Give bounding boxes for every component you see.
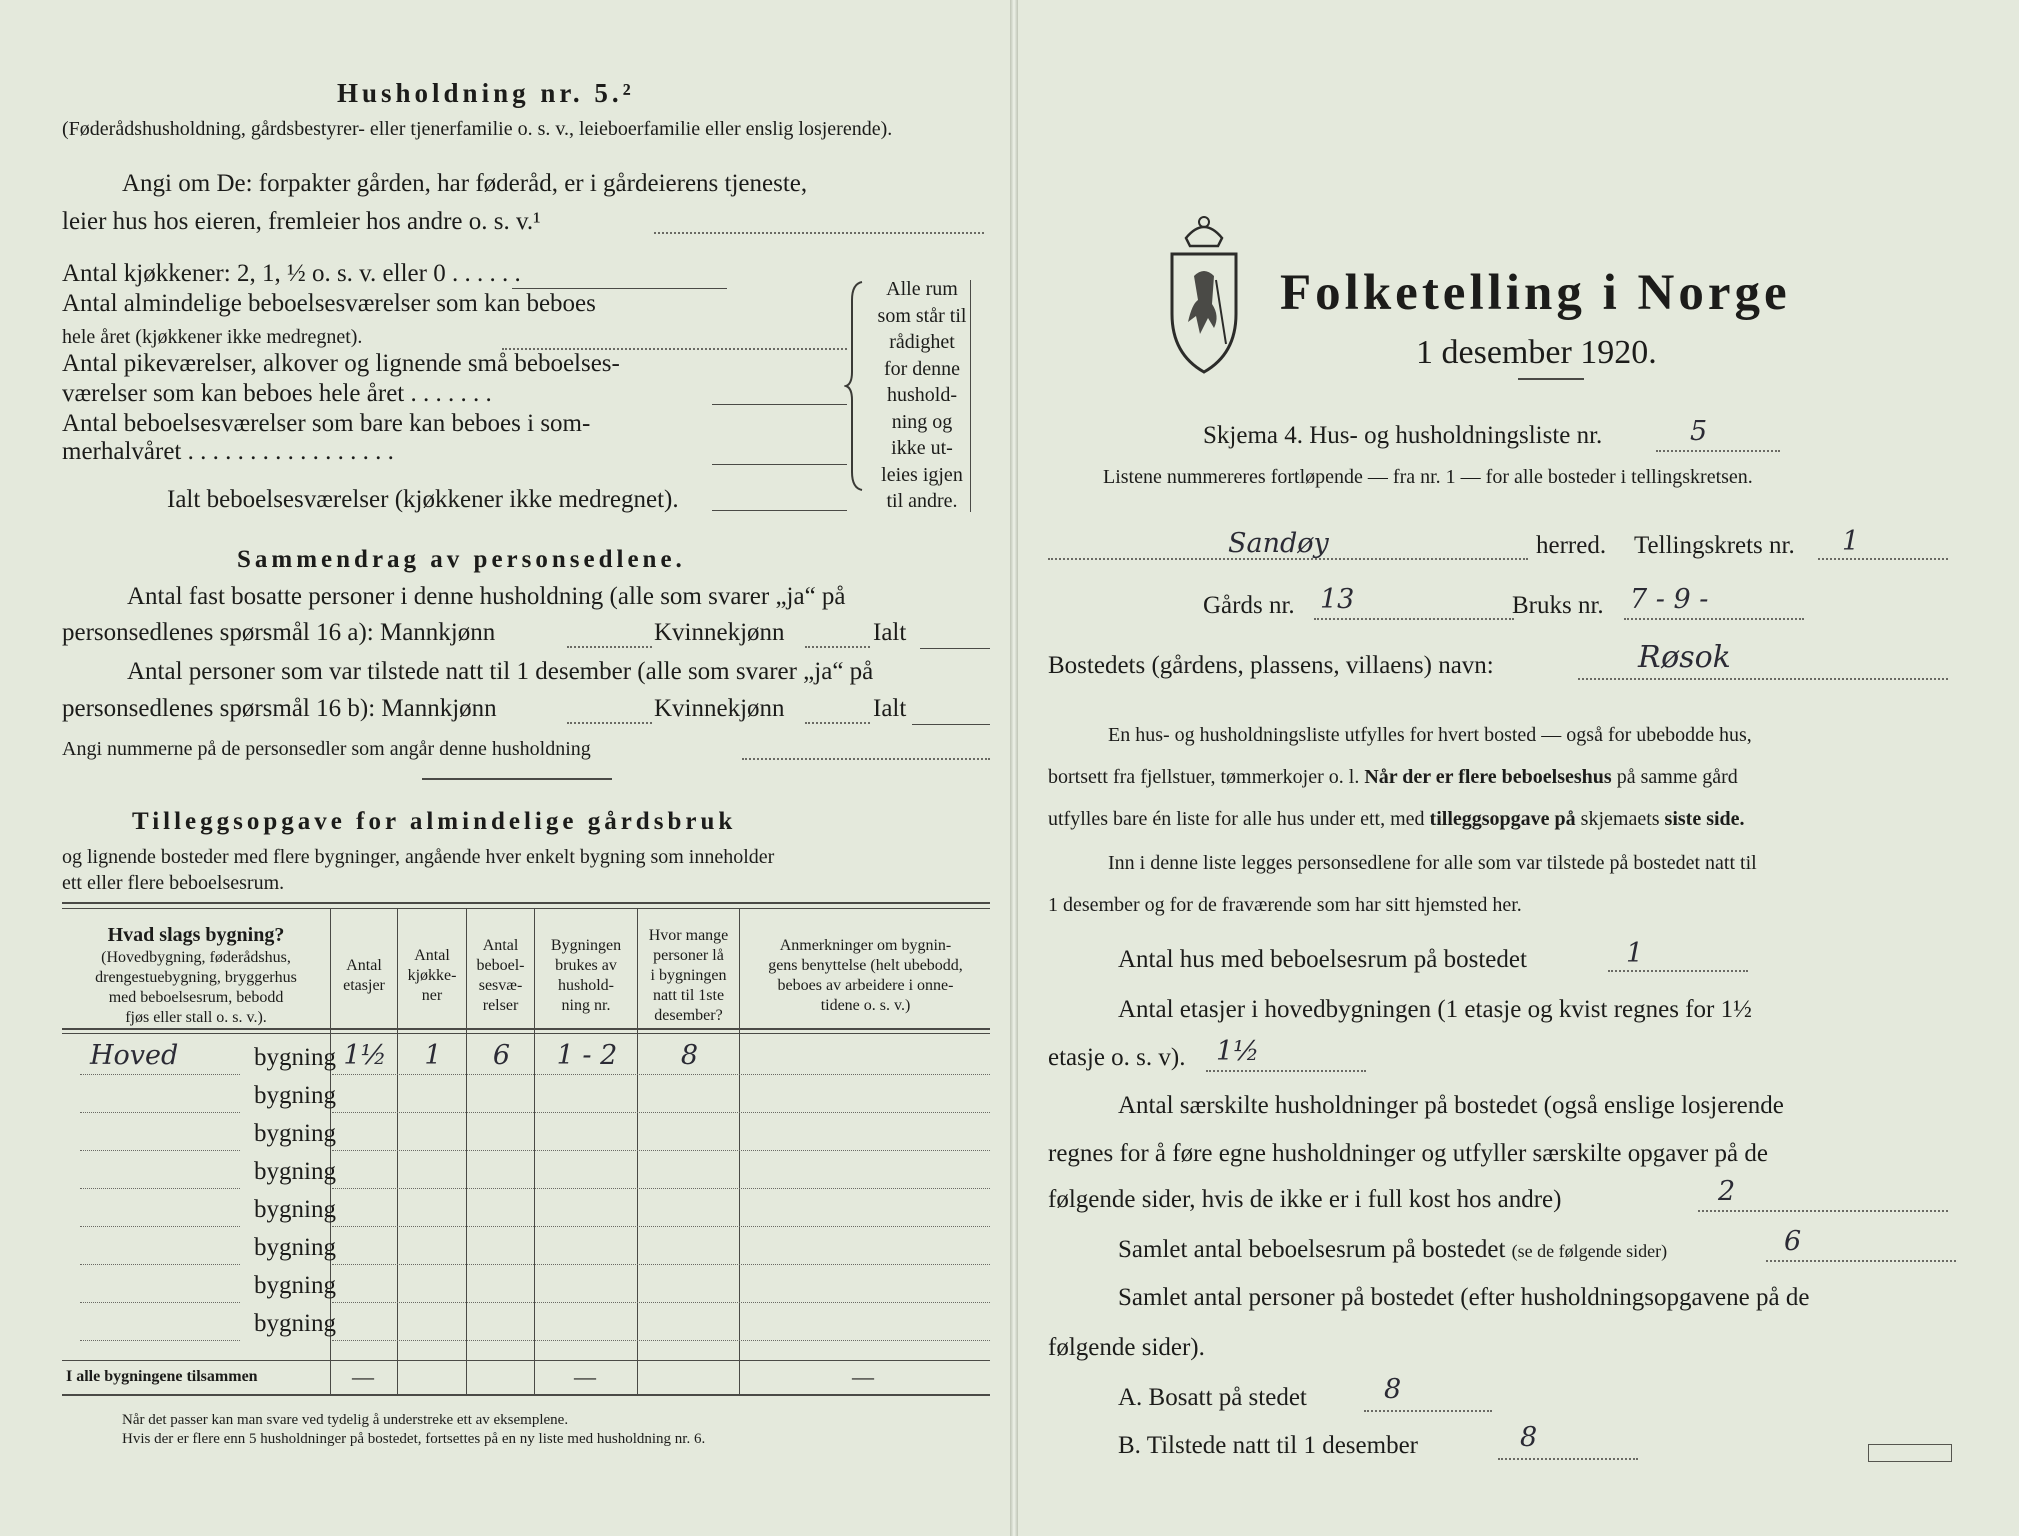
brace-note-line: ikke ut- — [891, 437, 953, 459]
resident-label: A. Bosatt på stedet — [1118, 1384, 1307, 1411]
persons-label-1: Samlet antal personer på bostedet (efter husholdningsopgavene på de — [1118, 1284, 1810, 1311]
row-personer-value: 8 — [680, 1040, 699, 1071]
herred-label: herred. — [1536, 532, 1607, 559]
table-row — [62, 1230, 990, 1268]
header-anm-line: tidene o. s. v.) — [820, 997, 911, 1014]
printer-stamp — [1868, 1444, 1952, 1462]
summary-present-line1: Antal personer som var tilstede natt til 1 desember (alle som svarer „ja“ på — [127, 658, 874, 685]
rooms-kitchens-line — [512, 288, 727, 289]
summary-present-total-line — [912, 724, 990, 725]
floors-value: 1½ — [1216, 1036, 1260, 1067]
header-personer-line: natt til 1ste — [652, 987, 725, 1004]
krets-value: 1 — [1842, 526, 1860, 557]
brace-note-line: Alle rum — [886, 278, 958, 300]
schema-nr-value: 5 — [1690, 416, 1708, 447]
header-kjokkener-line: ner — [421, 987, 443, 1004]
table-top-rule-2 — [62, 908, 990, 909]
header-etasjer-line: etasjer — [343, 977, 385, 994]
row-building-label: bygning — [254, 1082, 336, 1109]
header-hushold-line: hushold- — [558, 977, 614, 994]
rooms-small-label-2: værelser som kan beboes hele året . . . . . . . — [62, 380, 492, 407]
row-name-line — [80, 1340, 240, 1341]
summary-present-label: personsedlenes spørsmål 16 b): Mannkjønn — [62, 695, 497, 722]
instructions-line5: 1 desember og for de fraværende som har sitt hjemsted her. — [1048, 894, 1522, 916]
household-title: Husholdning nr. 5.² — [337, 78, 635, 108]
persons-label-2: følgende sider). — [1048, 1334, 1205, 1361]
instructions-line2 — [1048, 766, 1738, 789]
title-divider — [1518, 378, 1584, 380]
bruks-label: Bruks nr. — [1512, 592, 1604, 619]
summary-resident-total-line — [920, 648, 990, 649]
houses-line — [1608, 970, 1748, 972]
table-header-rule — [62, 1028, 990, 1030]
rooms-total-line — [712, 510, 847, 511]
coat-of-arms-icon — [1164, 204, 1244, 376]
resident-line — [1364, 1410, 1492, 1412]
brace-note-line: som står til — [877, 304, 967, 327]
census-date: 1 desember 1920. — [1416, 334, 1657, 371]
summary-numbers-line — [742, 758, 990, 760]
summary-resident-female-label: Kvinnekjønn — [654, 619, 785, 646]
table-header-rule-2 — [62, 1033, 990, 1034]
row-name-line — [80, 1112, 240, 1113]
instructions-line2-bold: Når der er flere beboelseshus — [1364, 766, 1612, 788]
row-values-line — [332, 1188, 990, 1189]
table-header-anmerkninger — [741, 936, 990, 1016]
section-divider — [422, 778, 612, 780]
table-total-rule — [62, 1360, 990, 1361]
gards-line — [1314, 618, 1514, 620]
header-personer-line: i bygningen — [650, 967, 727, 984]
header-kjokkener-line: Antal — [414, 947, 450, 964]
rooms-total-text: Samlet antal beboelsesrum på bostedet — [1118, 1236, 1506, 1263]
rooms-total-label — [1118, 1236, 1667, 1264]
brace-note-line: rådighet — [889, 331, 955, 353]
rooms-total-label: Ialt beboelsesværelser (kjøkkener ikke medregnet). — [167, 486, 679, 513]
header-vaerelser-line: sesvæ- — [478, 977, 523, 994]
numbering-note: Listene nummereres fortløpende — fra nr. 1 — for alle bosteder i tellingskretsen. — [1103, 466, 1753, 488]
rooms-ordinary-label-1: Antal almindelige beboelsesværelser som kan beboes — [62, 290, 596, 317]
census-title: Folketelling i Norge — [1280, 265, 1791, 321]
table-header-personer — [639, 926, 738, 1026]
rooms-small-label-1: Antal pikeværelser, alkover og lignende små beboelses- — [62, 350, 620, 377]
floors-label-1: Antal etasjer i hovedbygningen (1 etasje og kvist regnes for 1½ — [1118, 996, 1752, 1023]
table-row — [62, 1078, 990, 1116]
houses-value: 1 — [1626, 938, 1644, 969]
rooms-total-line — [1766, 1260, 1956, 1262]
header-anm-line: gens benyttelse (helt ubebodd, — [768, 957, 963, 974]
bruks-value: 7 - 9 - — [1630, 584, 1709, 615]
households-label-3: følgende sider, hvis de ikke er i full kost hos andre) — [1048, 1186, 1562, 1213]
header-building-sub: drengestuebygning, bryggerhus — [95, 969, 297, 986]
rooms-summer-label-1: Antal beboelsesværelser som bare kan beboes i som- — [62, 410, 591, 437]
row-building-name: Hoved — [90, 1040, 179, 1071]
row-building-label: bygning — [254, 1044, 336, 1071]
header-anm-line: Anmerkninger om bygnin- — [779, 937, 952, 954]
table-header-vaerelser — [468, 936, 533, 1016]
table-header-kjokkener — [399, 946, 465, 1006]
occupancy-answer-line — [654, 232, 984, 234]
header-building-sub: med beboelsesrum, bebodd — [108, 989, 284, 1006]
farm-extra-sub1: og lignende bosteder med flere bygninger, angående hver enkelt bygning som inneholder — [62, 846, 775, 868]
header-building-sub: (Hovedbygning, føderådshus, — [101, 949, 291, 966]
summary-resident-female-line — [805, 646, 870, 648]
households-line — [1698, 1210, 1948, 1212]
question-occupancy-line1: Angi om De: forpakter gården, har føderåd, er i gårdeierens tjeneste, — [122, 170, 808, 197]
table-header-etasjer — [332, 956, 396, 996]
header-building-title: Hvad slags bygning? — [107, 924, 285, 946]
schema-label: Skjema 4. Hus- og husholdningsliste nr. — [1203, 422, 1603, 449]
krets-label: Tellingskrets nr. — [1634, 532, 1795, 559]
row-building-label: bygning — [254, 1234, 336, 1261]
header-etasjer-line: Antal — [346, 957, 382, 974]
row-values-line — [332, 1074, 990, 1075]
resident-value: 8 — [1384, 1374, 1402, 1405]
header-hushold-line: ning nr. — [561, 997, 611, 1014]
floors-label-2: etasje o. s. v). — [1048, 1044, 1186, 1071]
summary-resident-total-label: Ialt — [873, 619, 907, 646]
row-name-line — [80, 1226, 240, 1227]
bosted-line — [1578, 678, 1948, 680]
schema-nr-line — [1656, 450, 1780, 452]
summary-title: Sammendrag av personsedlene. — [237, 546, 686, 573]
floors-line — [1206, 1070, 1366, 1072]
present-label: B. Tilstede natt til 1 desember — [1118, 1432, 1418, 1459]
header-anm-line: beboes av arbeidere i onne- — [777, 977, 954, 994]
table-header-building — [64, 922, 328, 1028]
present-value: 8 — [1520, 1422, 1538, 1453]
brace-note-line: leies igjen — [881, 463, 963, 486]
table-row — [62, 1116, 990, 1154]
header-vaerelser-line: relser — [482, 997, 519, 1014]
table-row — [62, 1154, 990, 1192]
row-building-label: bygning — [254, 1158, 336, 1185]
table-total-etasjer: — — [352, 1364, 374, 1389]
row-values-line — [332, 1150, 990, 1151]
row-name-line — [80, 1264, 240, 1265]
instructions-line3-bold: tilleggsopgave på — [1429, 808, 1576, 830]
row-name-line — [80, 1150, 240, 1151]
rooms-small-line — [712, 404, 847, 405]
herred-line — [1048, 558, 1528, 560]
table-header-hushold — [536, 936, 636, 1016]
row-etasjer-value: 1½ — [343, 1040, 387, 1071]
row-building-label: bygning — [254, 1272, 336, 1299]
instructions-line3-text: utfylles bare én liste for alle hus under ett, med — [1048, 808, 1425, 830]
summary-resident-male-line — [567, 646, 652, 648]
header-personer-line: Hvor mange — [648, 927, 729, 944]
brace-note-line: for denne — [883, 357, 961, 380]
instructions-line4: Inn i denne liste legges personsedlene for alle som var tilstede på bostedet natt til — [1108, 852, 1757, 874]
summary-numbers-label: Angi nummerne på de personsedler som angår denne husholdning — [62, 738, 591, 760]
rooms-total-note: (se de følgende sider) — [1511, 1241, 1668, 1261]
page-gutter — [1010, 0, 1018, 1536]
row-building-label: bygning — [254, 1120, 336, 1147]
summary-present-female-label: Kvinnekjønn — [654, 695, 785, 722]
table-total-label: I alle bygningene tilsammen — [66, 1368, 258, 1385]
row-building-label: bygning — [254, 1310, 336, 1337]
brace-note-line: ning og — [891, 410, 953, 433]
instructions-line3 — [1048, 808, 1745, 831]
rooms-right-rule — [970, 280, 971, 512]
header-personer-line: desember? — [654, 1007, 723, 1024]
table-row — [62, 1192, 990, 1230]
instructions-line1: En hus- og husholdningsliste utfylles for hvert bosted — også for ubebodde hus, — [1108, 724, 1752, 746]
row-values-line — [332, 1302, 990, 1303]
left-page — [22, 18, 1010, 1518]
table-total-hushold: — — [574, 1364, 596, 1389]
row-values-line — [332, 1226, 990, 1227]
gards-label: Gårds nr. — [1203, 592, 1295, 619]
summary-resident-label: personsedlenes spørsmål 16 a): Mannkjønn — [62, 619, 496, 646]
farm-extra-sub2: ett eller flere beboelsesrum. — [62, 872, 285, 894]
right-page — [1018, 18, 1998, 1518]
households-value: 2 — [1718, 1176, 1736, 1207]
table-row — [62, 1268, 990, 1306]
instructions-line2-end: på samme gård — [1616, 766, 1738, 788]
table-body — [62, 1040, 990, 1360]
brace-note-line: hushold- — [887, 384, 957, 406]
footnote-1: Når det passer kan man svare ved tydelig å understreke ett av eksemplene. — [122, 1412, 569, 1428]
footnote-2: Hvis der er flere enn 5 husholdninger på bostedet, fortsettes på en ny liste med husholdning nr. 6. — [122, 1431, 706, 1447]
row-name-line — [80, 1074, 240, 1075]
bosted-label: Bostedets (gårdens, plassens, villaens) navn: — [1048, 652, 1494, 679]
row-building-label: bygning — [254, 1196, 336, 1223]
header-hushold-line: brukes av — [555, 957, 617, 974]
houses-label: Antal hus med beboelsesrum på bostedet — [1118, 946, 1527, 973]
household-subtitle: (Føderådshusholdning, gårdsbestyrer- eller tjenerfamilie o. s. v., leieboerfamilie eller enslig losjerende). — [62, 118, 893, 140]
row-name-line — [80, 1302, 240, 1303]
instructions-line2-text: bortsett fra fjellstuer, tømmerkojer o. l. — [1048, 766, 1360, 788]
row-values-line — [332, 1264, 990, 1265]
instructions-line3-mid: skjemaets — [1580, 808, 1660, 830]
summary-resident-line1: Antal fast bosatte personer i denne husholdning (alle som svarer „ja“ på — [127, 583, 846, 610]
row-values-line — [332, 1112, 990, 1113]
krets-line — [1818, 558, 1948, 560]
rooms-total-value: 6 — [1784, 1226, 1802, 1257]
question-occupancy-line2: leier hus hos eieren, fremleier hos andre o. s. v.¹ — [62, 208, 541, 235]
rooms-summer-line — [712, 464, 847, 465]
gards-value: 13 — [1320, 584, 1355, 615]
bosted-value: Røsok — [1638, 640, 1731, 675]
header-hushold-line: Bygningen — [550, 937, 622, 954]
header-vaerelser-line: beboel- — [476, 957, 525, 974]
brace-note-line: til andre. — [886, 490, 958, 512]
rooms-summer-label-2: merhalvåret . . . . . . . . . . . . . . . . . — [62, 438, 394, 465]
row-kjokkener-value: 1 — [424, 1040, 442, 1071]
table-row — [62, 1040, 990, 1078]
header-kjokkener-line: kjøkke- — [407, 967, 457, 984]
header-personer-line: personer lå — [653, 947, 724, 964]
rooms-kitchens-label: Antal kjøkkener: 2, 1, ½ o. s. v. eller 0 . . . . . . — [62, 260, 521, 287]
instructions-line3-bold2: siste side. — [1664, 808, 1745, 830]
summary-present-female-line — [805, 722, 870, 724]
table-total-anm: — — [852, 1364, 874, 1389]
farm-extra-title: Tilleggsopgave for almindelige gårdsbruk — [132, 808, 737, 835]
present-line — [1498, 1458, 1638, 1460]
households-label-2: regnes for å føre egne husholdninger og utfyller særskilte opgaver på de — [1048, 1140, 1768, 1167]
table-row — [62, 1306, 990, 1344]
table-bottom-rule — [62, 1394, 990, 1396]
herred-value: Sandøy — [1228, 528, 1329, 559]
households-label-1: Antal særskilte husholdninger på bostedet (også enslige losjerende — [1118, 1092, 1784, 1119]
summary-present-male-line — [567, 722, 652, 724]
header-vaerelser-line: Antal — [482, 937, 519, 954]
rooms-brace-note — [862, 276, 982, 515]
summary-present-total-label: Ialt — [873, 695, 907, 722]
row-vaerelser-value: 6 — [492, 1040, 511, 1071]
header-building-sub: fjøs eller stall o. s. v.). — [125, 1009, 267, 1026]
table-top-rule — [62, 902, 990, 904]
row-hushold-value: 1 - 2 — [556, 1040, 618, 1071]
row-name-line — [80, 1188, 240, 1189]
rooms-ordinary-label-2: hele året (kjøkkener ikke medregnet). — [62, 326, 363, 348]
row-values-line — [332, 1340, 990, 1341]
bruks-line — [1624, 618, 1804, 620]
